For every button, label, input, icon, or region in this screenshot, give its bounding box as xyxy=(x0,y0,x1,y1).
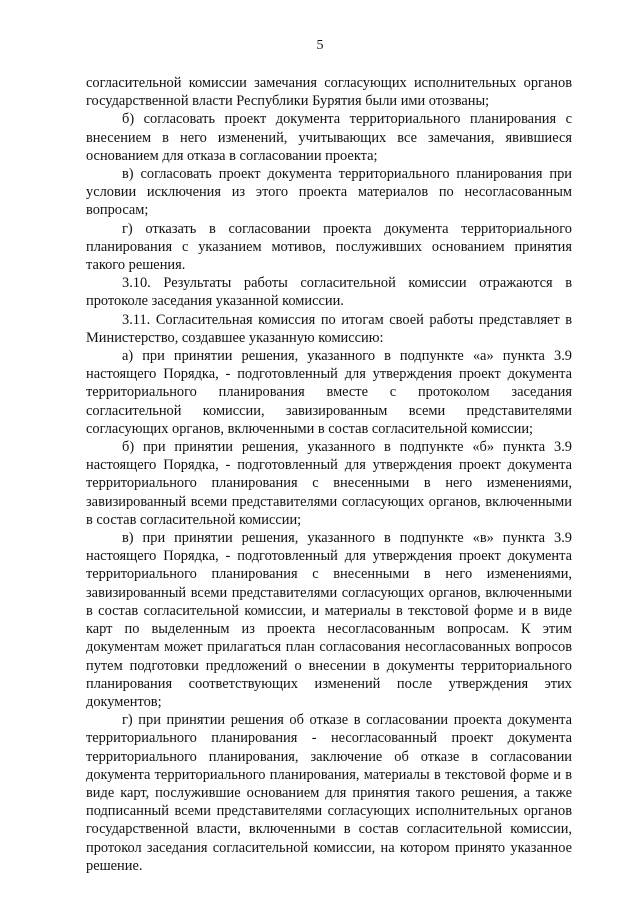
document-body xyxy=(86,74,572,875)
paragraph: г) при принятии решения об отказе в согласовании проекта документа территориального планирования - несогласованный проект документа территориального планирования, заключение об отказе в согласовании документа территориального планирования, материалы в текстовой форме и в виде карт, послужившие основанием для принятия такого решения, а также подписанный всеми представителями согласующих исполнительных органов государственной власти, включенными в состав согласительной комиссии, протокол заседания согласительной комиссии, на котором принято указанное решение. xyxy=(86,712,572,874)
paragraph: согласительной комиссии замечания согласующих исполнительных органов государственной власти Республики Бурятия были ими отозваны; xyxy=(86,75,572,110)
paragraph: б) согласовать проект документа территориального планирования с внесением в него изменений, учитывающих все замечания, явившиеся основанием для отказа в согласовании проекта; xyxy=(86,111,572,164)
paragraph: в) при принятии решения, указанного в подпункте «в» пункта 3.9 настоящего Порядка, - подготовленный для утверждения проект документа территориального планирования с внесенными в него изменениями, завизированный всеми представителями согласующих органов, включенными в состав согласительной комиссии, и материалы в текстовой форме и в виде карт по выделенным из проекта несогласованным вопросам. К этим документам может прилагаться план согласования несогласованных вопросов путем подготовки предложений о внесении в документы территориального планирования соответствующих изменений после утверждения этих документов; xyxy=(86,530,572,710)
paragraph: в) согласовать проект документа территориального планирования при условии исключения из этого проекта материалов по несогласованным вопросам; xyxy=(86,166,572,219)
paragraph: а) при принятии решения, указанного в подпункте «а» пункта 3.9 настоящего Порядка, - подготовленный для утверждения проект документа территориального планирования вместе с протоколом заседания согласительной комиссии, завизированным всеми представителями согласующих органов, включенными в состав согласительной комиссии; xyxy=(86,348,572,437)
paragraph: 3.11. Согласительная комиссия по итогам своей работы представляет в Министерство, создавшее указанную комиссию: xyxy=(86,311,572,346)
paragraph: б) при принятии решения, указанного в подпункте «б» пункта 3.9 настоящего Порядка, - подготовленный для утверждения проект документа территориального планирования с внесенными в него изменениями, завизированный всеми представителями согласующих органов, включенными в состав согласительной комиссии; xyxy=(86,439,572,528)
paragraph: 3.10. Результаты работы согласительной комиссии отражаются в протоколе заседания указанной комиссии. xyxy=(86,275,572,310)
paragraph: г) отказать в согласовании проекта документа территориального планирования с указанием мотивов, послуживших основанием принятия такого решения. xyxy=(86,220,572,274)
page-number: 5 xyxy=(316,38,324,53)
